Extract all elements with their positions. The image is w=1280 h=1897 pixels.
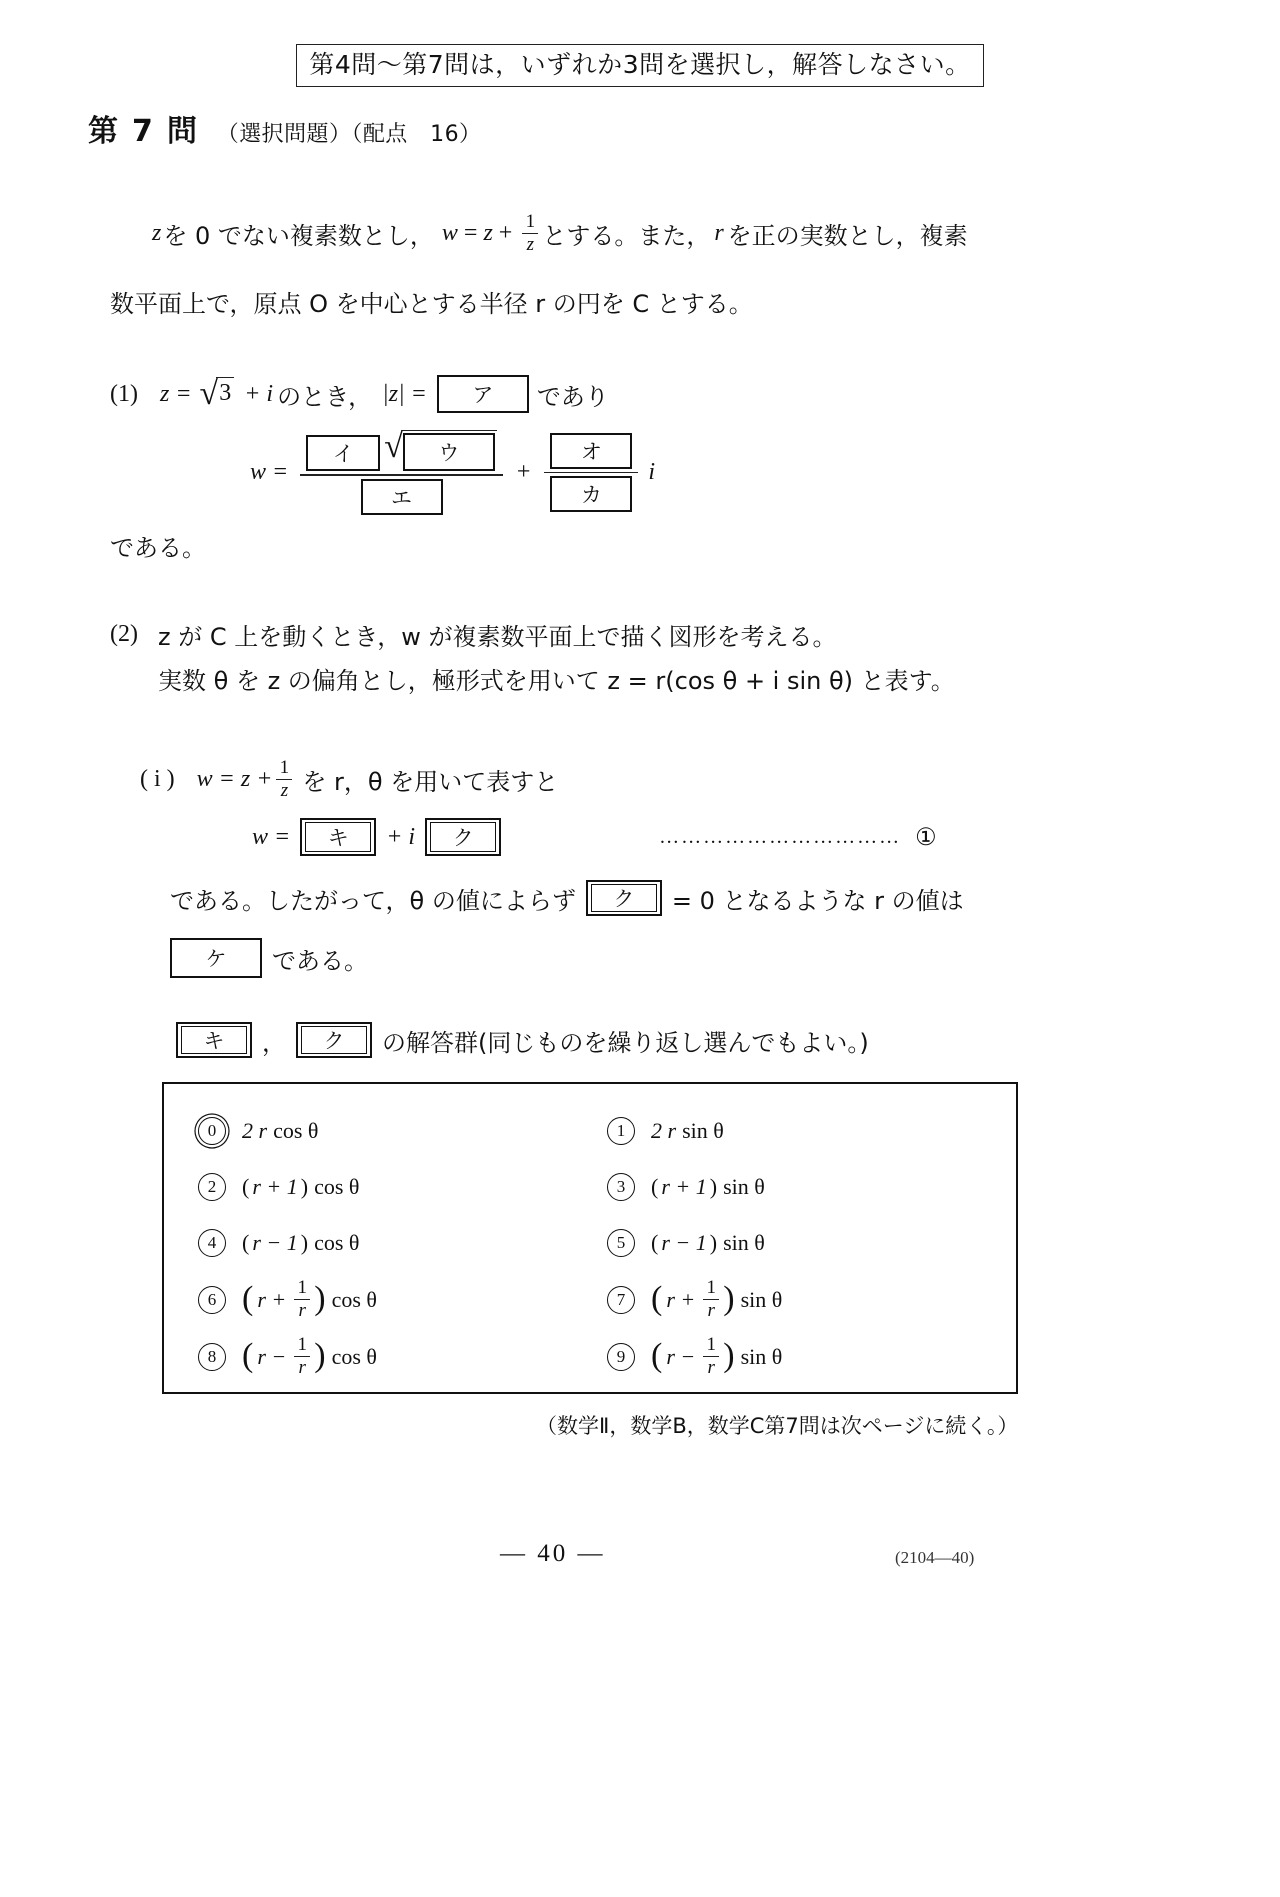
choices-container	[162, 1082, 1018, 1394]
continuation-note: （数学Ⅱ，数学B，数学C第7問は次ページに続く。）	[536, 1414, 1019, 1438]
intro-text-c: を正の実数とし，複素	[727, 222, 968, 251]
choice-number: 6	[198, 1286, 226, 1314]
choice-number: 4	[198, 1229, 226, 1257]
choice-trig: cos θ	[314, 1230, 360, 1255]
choice-lead: r −	[666, 1343, 696, 1369]
choice-number: 7	[607, 1286, 635, 1314]
question-number: 第 7 問	[88, 114, 199, 149]
choice-item[interactable]	[607, 1166, 1016, 1208]
choice-fraction	[703, 1335, 719, 1378]
part1-label: (1)	[110, 380, 138, 407]
radical-sign-icon: √	[384, 428, 403, 465]
formula-numerator-2	[544, 433, 638, 472]
choice-number: 2	[198, 1173, 226, 1201]
choice-frac-numerator: 1	[297, 1334, 307, 1356]
choice-paren-close: )	[314, 1337, 326, 1375]
intro-line-1	[152, 212, 968, 255]
choice-trig: sin θ	[740, 1343, 783, 1369]
sub-i-after-text-b: = 0 となるような r の値は	[671, 886, 964, 915]
part1-closing-text: である。	[110, 534, 206, 562]
choice-frac-numerator: 1	[706, 1277, 716, 1298]
answer-box-o[interactable]: オ	[550, 433, 632, 469]
choice-item[interactable]	[198, 1278, 607, 1321]
instruction-banner-wrap	[0, 44, 1280, 87]
choice-paren-open: (	[651, 1230, 659, 1255]
choice-item[interactable]	[198, 1110, 607, 1152]
choices-header-text: の解答群(同じものを繰り返し選んでもよい。)	[382, 1028, 869, 1057]
formula-second-fraction	[544, 433, 638, 513]
choice-item[interactable]	[198, 1335, 607, 1378]
choices-header-box-ki[interactable]	[176, 1022, 252, 1058]
part1-formula	[250, 430, 655, 515]
choice-trig: sin θ	[723, 1174, 765, 1199]
choices-grid	[164, 1084, 1016, 1402]
choice-lead: r −	[257, 1343, 287, 1369]
sub-i-label: ( i )	[140, 766, 175, 793]
intro-text-a: を 0 でない複素数とし，	[163, 222, 434, 251]
choice-fraction	[294, 1335, 310, 1378]
choice-paren-close: )	[314, 1280, 326, 1318]
choice-item[interactable]	[607, 1222, 1016, 1264]
intro-fraction-one-over-z	[522, 212, 538, 255]
part2-sub-i-line	[140, 758, 558, 801]
answer-box-ku-2-label: ク	[591, 884, 657, 912]
intro-var-w: w	[441, 220, 458, 247]
part1-text-a: のとき，	[277, 382, 373, 411]
choice-item[interactable]	[607, 1278, 1016, 1321]
equation-1-row	[252, 818, 937, 856]
choice-frac-denominator: r	[707, 1357, 715, 1379]
page-code: (2104—40)	[895, 1548, 975, 1567]
choice-item[interactable]	[607, 1335, 1016, 1378]
intro-frac-denominator: z	[526, 234, 535, 256]
answer-box-ku-2[interactable]	[586, 880, 662, 916]
choice-inner: r − 1	[661, 1230, 707, 1255]
choice-frac-denominator: r	[298, 1357, 306, 1379]
choice-paren-open: (	[242, 1337, 254, 1375]
formula-numerator	[300, 430, 503, 474]
choice-paren-close: )	[300, 1230, 309, 1255]
part1-text-b: であり	[536, 382, 609, 411]
choice-lead: r +	[666, 1286, 696, 1312]
choice-fraction	[294, 1278, 310, 1321]
intro-frac-numerator: 1	[525, 211, 536, 232]
radical-sign-icon: √	[199, 375, 219, 412]
choice-coefficient: 2 r	[651, 1118, 677, 1143]
choice-paren-open: (	[651, 1337, 663, 1375]
answer-box-ke[interactable]: ケ	[170, 938, 262, 978]
choice-number: 8	[198, 1343, 226, 1371]
choice-expression	[651, 1230, 765, 1256]
choice-frac-denominator: r	[707, 1300, 715, 1322]
formula-denominator	[355, 476, 449, 515]
page-number: — 40 —	[500, 1540, 606, 1567]
sub-i-frac-denominator: z	[280, 780, 289, 802]
choice-paren-open: (	[242, 1174, 250, 1199]
intro-plus: +	[498, 220, 513, 247]
part2-line-2	[158, 661, 955, 696]
choice-trig: cos θ	[273, 1118, 319, 1143]
choice-paren-close: )	[300, 1174, 309, 1199]
choice-expression	[242, 1230, 359, 1256]
choice-expression	[651, 1278, 782, 1321]
choice-paren-open: (	[242, 1230, 250, 1255]
choice-number: 1	[607, 1117, 635, 1145]
formula-main-fraction	[300, 430, 503, 515]
answer-box-ka[interactable]: カ	[550, 476, 632, 512]
part1-abs-z: |z| =	[382, 380, 427, 407]
equation-1-plus-i: + i	[386, 823, 416, 850]
choice-number: 5	[607, 1229, 635, 1257]
choice-trig: sin θ	[723, 1230, 765, 1255]
formula-w-equals: w =	[250, 458, 289, 485]
choice-expression	[651, 1174, 765, 1200]
equation-1-w-equals: w =	[252, 823, 291, 850]
choice-paren-open: (	[242, 1280, 254, 1318]
answer-box-a[interactable]: ア	[437, 375, 529, 413]
choice-number: 9	[607, 1343, 635, 1371]
answer-box-ki[interactable]	[300, 818, 376, 856]
choice-frac-denominator: r	[298, 1300, 306, 1322]
choice-trig: cos θ	[314, 1174, 360, 1199]
dotted-leader: ……………………………	[659, 825, 902, 848]
sub-i-after-line-b	[170, 938, 368, 978]
intro-var-z2: z	[483, 220, 493, 247]
choice-number: 0	[198, 1117, 226, 1145]
choice-inner: r + 1	[252, 1174, 298, 1199]
sqrt-box-u	[384, 430, 497, 471]
choice-item[interactable]	[198, 1166, 607, 1208]
answer-box-ki-label: キ	[305, 822, 371, 852]
answer-box-ku[interactable]	[425, 818, 501, 856]
choice-expression	[242, 1278, 377, 1321]
intro-line-2	[110, 284, 753, 319]
sub-i-frac-numerator: 1	[279, 757, 290, 778]
choice-expression	[651, 1335, 782, 1378]
part1-line	[110, 375, 609, 413]
formula-denominator-2	[544, 473, 638, 512]
choice-paren-open: (	[651, 1174, 659, 1199]
intro-equals: =	[463, 220, 478, 247]
choice-expression	[242, 1174, 359, 1200]
page-title	[88, 106, 481, 150]
choices-header-box-ku-label: ク	[301, 1026, 367, 1054]
choice-expression	[242, 1118, 318, 1144]
answer-box-e[interactable]: エ	[361, 479, 443, 515]
choices-header-comma: ，	[262, 1028, 286, 1057]
choice-fraction	[703, 1278, 719, 1321]
part2-line-1	[110, 617, 837, 652]
choice-paren-close: )	[709, 1174, 718, 1199]
choice-lead: r +	[257, 1286, 287, 1312]
sub-i-after-text-a: である。したがって，θ の値によらず	[170, 886, 576, 915]
answer-box-ku-label: ク	[430, 822, 496, 852]
sqrt-3	[200, 377, 235, 411]
formula-plus: +	[516, 458, 531, 485]
sub-i-lead-tail: を r，θ を用いて表すと	[302, 768, 559, 797]
choice-frac-numerator: 1	[297, 1277, 307, 1298]
intro-line-2-text: 数平面上で，原点 O を中心とする半径 r の円を C とする。	[110, 290, 753, 318]
intro-text-b: とする。また，	[542, 222, 711, 251]
part1-eq-lead: z =	[159, 380, 192, 407]
part1-closing	[110, 528, 206, 563]
radical-content: 3	[216, 377, 234, 411]
choice-paren-close: )	[723, 1337, 735, 1375]
choice-inner: r − 1	[252, 1230, 298, 1255]
choice-expression	[242, 1335, 377, 1378]
choice-trig: cos θ	[331, 1343, 377, 1369]
choice-item[interactable]	[607, 1110, 1016, 1152]
choice-trig: sin θ	[740, 1286, 783, 1312]
choice-number: 3	[607, 1173, 635, 1201]
sub-i-after-text-c: である。	[272, 946, 368, 975]
intro-var-z: z	[152, 220, 162, 247]
question-qualifier: （選択問題）（配点 16）	[216, 122, 482, 147]
instruction-banner: 第4問～第7問は，いずれか3問を選択し，解答しなさい。	[296, 44, 983, 87]
choices-header	[176, 1022, 869, 1058]
choice-coefficient: 2 r	[242, 1118, 268, 1143]
part2-line-1-text: z が C 上を動くとき，w が複素数平面上で描く図形を考える。	[157, 623, 837, 651]
radical-content-box	[401, 430, 497, 471]
choice-trig: sin θ	[682, 1118, 724, 1143]
choice-paren-open: (	[651, 1280, 663, 1318]
choice-paren-close: )	[723, 1280, 735, 1318]
choices-header-box-ki-label: キ	[181, 1026, 247, 1054]
part2-line-2-text: 実数 θ を z の偏角とし，極形式を用いて z = r(cos θ + i sin θ) と表す。	[158, 667, 955, 695]
equation-number-1: ①	[915, 824, 937, 851]
choice-expression	[651, 1118, 724, 1144]
answer-box-i[interactable]: イ	[306, 435, 380, 471]
choice-inner: r + 1	[661, 1174, 707, 1199]
choice-item[interactable]	[198, 1222, 607, 1264]
answer-box-u[interactable]: ウ	[403, 433, 495, 471]
sub-i-fraction-one-over-z	[276, 758, 292, 801]
choices-header-box-ku[interactable]	[296, 1022, 372, 1058]
sub-i-after-line-a	[170, 880, 964, 916]
intro-var-r: r	[714, 220, 724, 247]
choice-trig: cos θ	[331, 1286, 377, 1312]
part1-plus-i: + i	[244, 380, 274, 407]
choice-frac-numerator: 1	[706, 1334, 716, 1356]
choice-paren-close: )	[709, 1230, 718, 1255]
part2-label: (2)	[110, 621, 138, 647]
formula-imaginary-unit: i	[648, 458, 656, 485]
sub-i-lead-w: w = z +	[196, 766, 273, 793]
